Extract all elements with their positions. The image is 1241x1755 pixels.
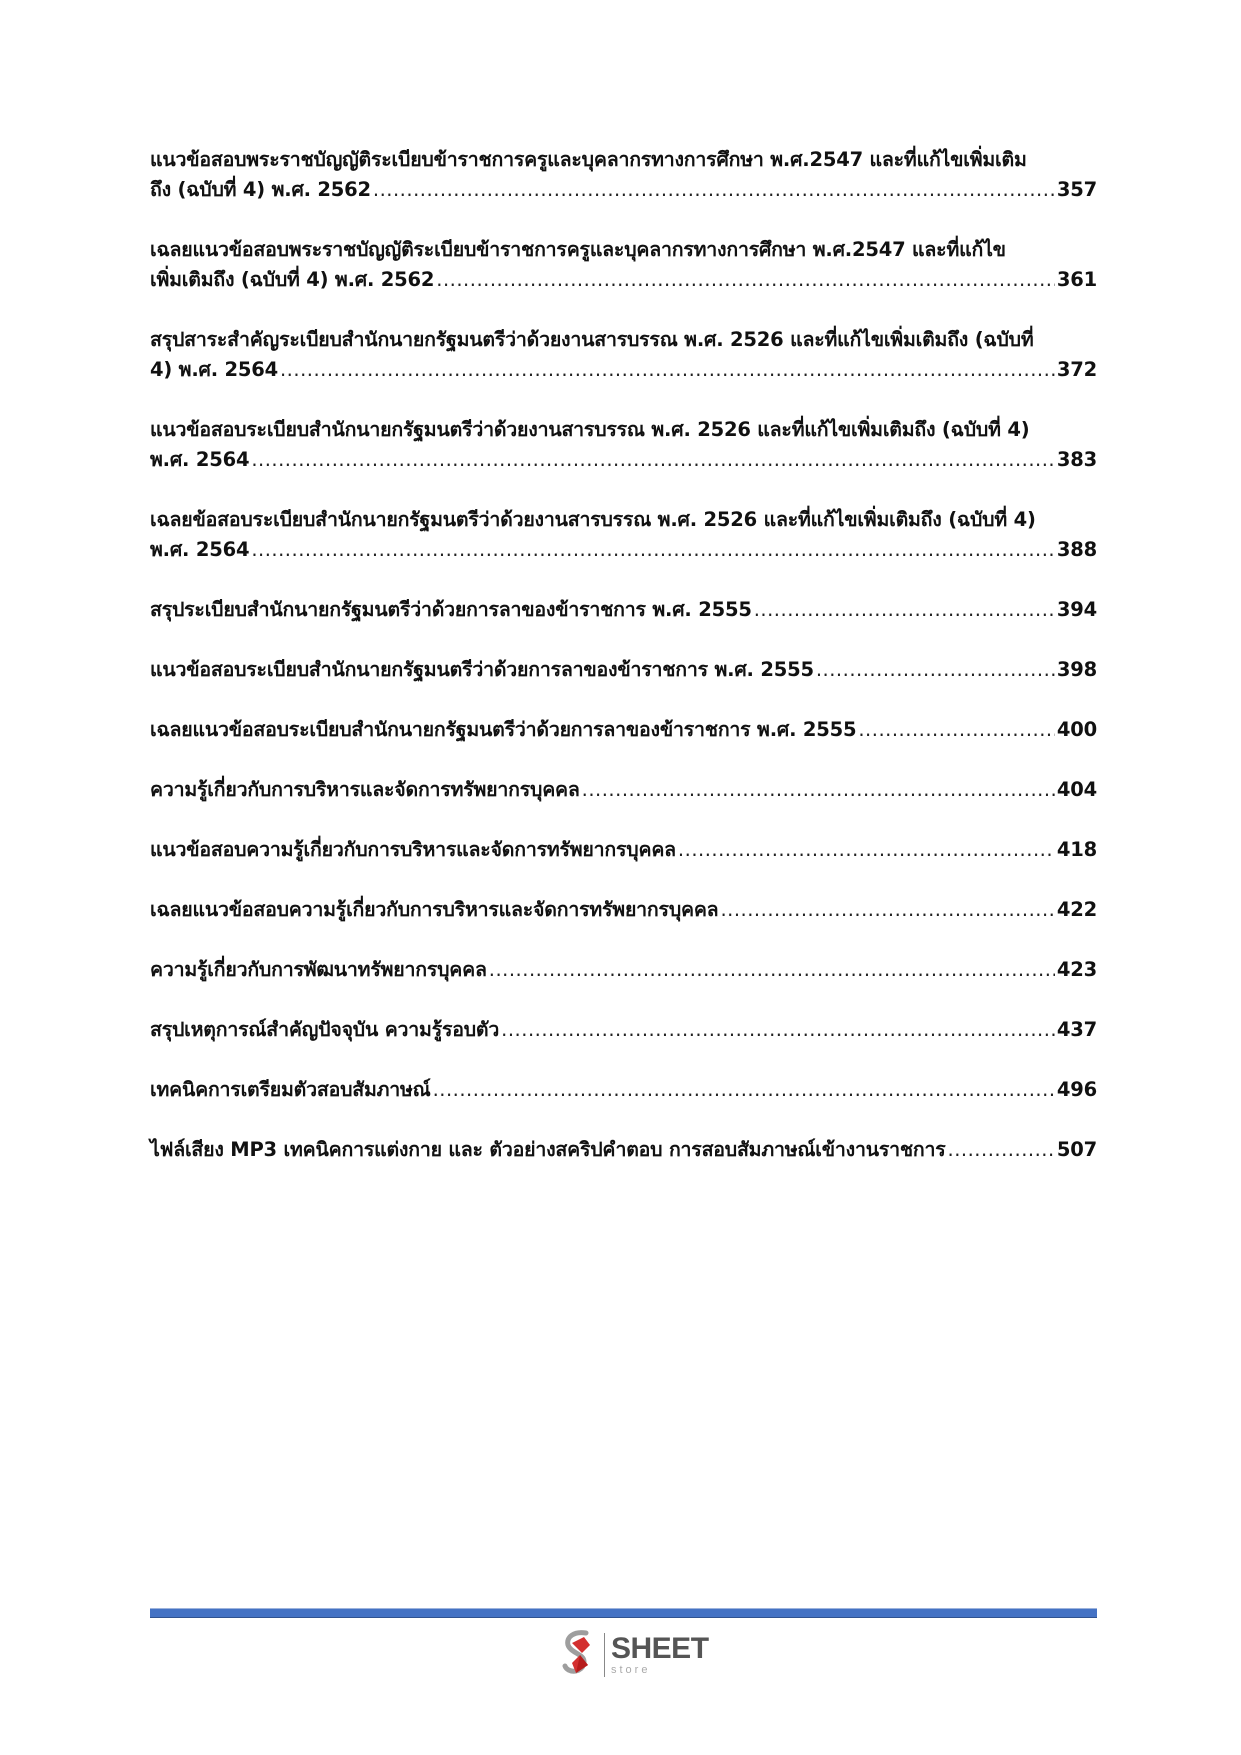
toc-entry[interactable]: [150, 505, 1097, 565]
toc-page-number: 383: [1056, 448, 1097, 471]
dot-leader: [280, 355, 1055, 385]
toc-entry[interactable]: [150, 1135, 1097, 1165]
toc-page-number: 507: [1056, 1138, 1097, 1161]
toc-page-number: 361: [1056, 268, 1097, 291]
toc-entry-title-line1: เฉลยแนวข้อสอบพระราชบัญญัติระเบียบข้าราชการครูและบุคลากรทางการศึกษา พ.ศ.2547 และที่แก้ไข: [150, 238, 1006, 261]
toc-entry-title: ความรู้เกี่ยวกับการพัฒนาทรัพยากรบุคคล: [150, 958, 487, 981]
dot-leader: [373, 175, 1055, 205]
toc-entry[interactable]: [150, 415, 1097, 475]
footer-rule: [150, 1608, 1097, 1618]
toc-entry[interactable]: [150, 325, 1097, 385]
toc-entry-title: เทคนิคการเตรียมตัวสอบสัมภาษณ์: [150, 1078, 431, 1101]
toc-entry[interactable]: [150, 1015, 1097, 1045]
dot-leader: [816, 655, 1055, 685]
toc-page-number: 388: [1056, 538, 1097, 561]
toc-page-number: 418: [1056, 838, 1097, 861]
toc-entry-title: แนวข้อสอบความรู้เกี่ยวกับการบริหารและจัดการทรัพยากรบุคคล: [150, 838, 676, 861]
toc-entry-title: สรุปเหตุการณ์สำคัญปัจจุบัน ความรู้รอบตัว: [150, 1018, 500, 1041]
logo-divider: [604, 1633, 605, 1677]
toc-entry[interactable]: [150, 835, 1097, 865]
logo-subtitle: store: [611, 1664, 651, 1676]
toc-entry[interactable]: [150, 235, 1097, 295]
toc-page-number: 404: [1056, 778, 1097, 801]
toc-entry-title: แนวข้อสอบระเบียบสำนักนายกรัฐมนตรีว่าด้วยการลาของข้าราชการ พ.ศ. 2555: [150, 658, 814, 681]
toc-page-number: 394: [1056, 598, 1097, 621]
toc-entry[interactable]: [150, 145, 1097, 205]
toc-entry[interactable]: [150, 595, 1097, 625]
toc-entry-title-line2: พ.ศ. 2564: [150, 538, 250, 561]
toc-entry-title-line1: เฉลยข้อสอบระเบียบสำนักนายกรัฐมนตรีว่าด้วยงานสารบรรณ พ.ศ. 2526 และที่แก้ไขเพิ่มเติมถึง (ฉบับที่ 4): [150, 508, 1036, 531]
toc-page-number: 423: [1056, 958, 1097, 981]
toc-page-number: 372: [1056, 358, 1097, 381]
toc-page-number: 437: [1056, 1018, 1097, 1041]
sheet-store-logo: [560, 1625, 709, 1685]
toc-entry-title-line1: แนวข้อสอบพระราชบัญญัติระเบียบข้าราชการครูและบุคลากรทางการศึกษา พ.ศ.2547 และที่แก้ไขเพิ่มเติม: [150, 148, 1027, 171]
dot-leader: [754, 595, 1055, 625]
toc-entry-title: สรุประเบียบสำนักนายกรัฐมนตรีว่าด้วยการลาของข้าราชการ พ.ศ. 2555: [150, 598, 752, 621]
toc-entry[interactable]: [150, 715, 1097, 745]
toc-entry-title-line2: เพิ่มเติมถึง (ฉบับที่ 4) พ.ศ. 2562: [150, 268, 435, 291]
sheet-store-s-icon: [560, 1629, 598, 1681]
toc-entry-title: เฉลยแนวข้อสอบระเบียบสำนักนายกรัฐมนตรีว่าด้วยการลาของข้าราชการ พ.ศ. 2555: [150, 718, 857, 741]
toc-page-number: 422: [1056, 898, 1097, 921]
dot-leader: [489, 955, 1055, 985]
dot-leader: [436, 265, 1055, 295]
toc-entry[interactable]: [150, 655, 1097, 685]
dot-leader: [948, 1135, 1055, 1165]
dot-leader: [433, 1075, 1055, 1105]
dot-leader: [251, 445, 1055, 475]
toc-entry[interactable]: [150, 775, 1097, 805]
toc-entry[interactable]: [150, 895, 1097, 925]
dot-leader: [501, 1015, 1055, 1045]
dot-leader: [678, 835, 1055, 865]
toc-page-number: 400: [1056, 718, 1097, 741]
dot-leader: [858, 715, 1055, 745]
dot-leader: [720, 895, 1054, 925]
toc-entry-title-line2: ถึง (ฉบับที่ 4) พ.ศ. 2562: [150, 178, 371, 201]
toc-entry[interactable]: [150, 1075, 1097, 1105]
toc-entry-title: เฉลยแนวข้อสอบความรู้เกี่ยวกับการบริหารและจัดการทรัพยากรบุคคล: [150, 898, 719, 921]
toc-entry-title: ไฟล์เสียง MP3 เทคนิคการแต่งกาย และ ตัวอย่างสคริปคำตอบ การสอบสัมภาษณ์เข้างานราชการ: [150, 1138, 946, 1161]
toc-entry-title: ความรู้เกี่ยวกับการบริหารและจัดการทรัพยากรบุคคล: [150, 778, 580, 801]
toc-entry-title-line2: 4) พ.ศ. 2564: [150, 358, 278, 381]
toc-page-number: 496: [1056, 1078, 1097, 1101]
toc-page-number: 357: [1056, 178, 1097, 201]
dot-leader: [582, 775, 1055, 805]
logo-title: SHEET: [611, 1632, 709, 1665]
toc-entry-title-line1: สรุปสาระสำคัญระเบียบสำนักนายกรัฐมนตรีว่าด้วยงานสารบรรณ พ.ศ. 2526 และที่แก้ไขเพิ่มเติมถึง (ฉบับที่: [150, 328, 1034, 351]
toc-entry-title-line2: พ.ศ. 2564: [150, 448, 250, 471]
dot-leader: [251, 535, 1055, 565]
table-of-contents: [150, 145, 1097, 1195]
toc-entry-title-line1: แนวข้อสอบระเบียบสำนักนายกรัฐมนตรีว่าด้วยงานสารบรรณ พ.ศ. 2526 และที่แก้ไขเพิ่มเติมถึง (ฉบับที่ 4): [150, 418, 1030, 441]
toc-entry[interactable]: [150, 955, 1097, 985]
toc-page-number: 398: [1056, 658, 1097, 681]
